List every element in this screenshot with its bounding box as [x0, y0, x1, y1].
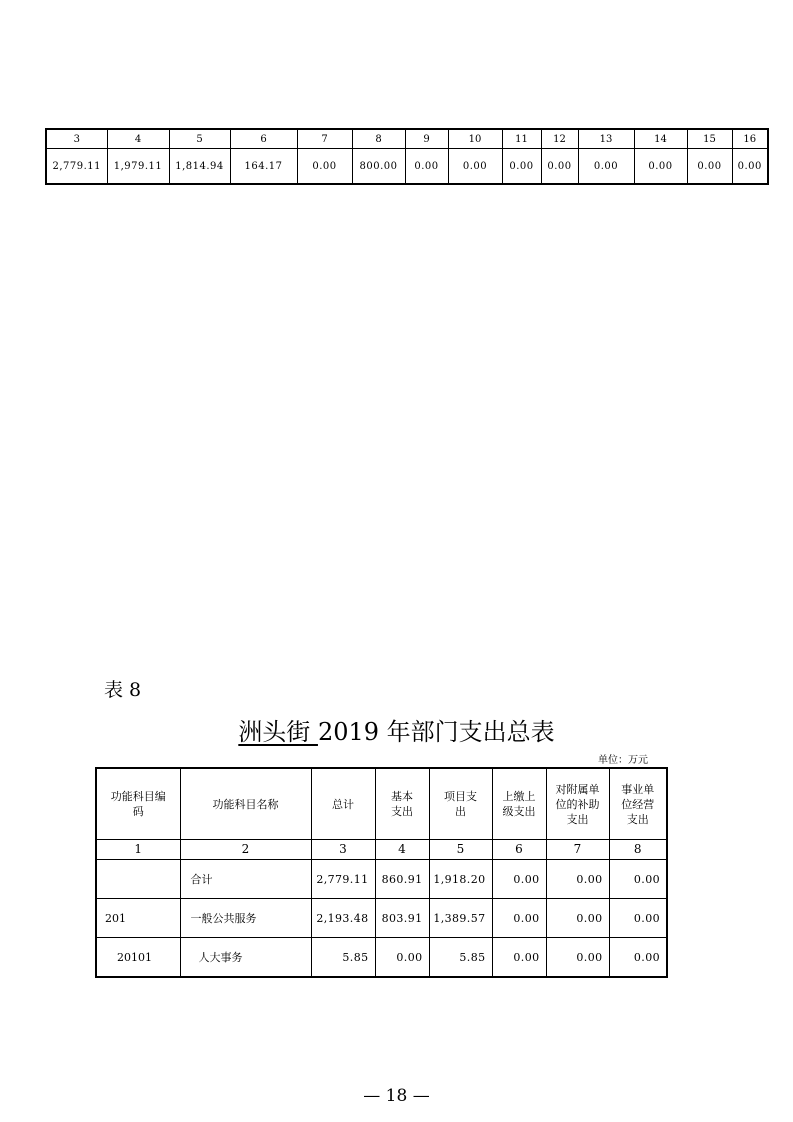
- remit-value: 0.00: [492, 938, 546, 978]
- project-value: 1,389.57: [429, 899, 492, 938]
- header-remit-to-superior: 上缴上级支出: [492, 768, 546, 840]
- function-name: 合计: [180, 860, 311, 899]
- table-row: [96, 860, 667, 899]
- table-row: [96, 938, 667, 978]
- header-function-code: 功能科目编码: [96, 768, 180, 840]
- value-cell: 1,979.11: [107, 149, 169, 185]
- index-cell: 8: [609, 840, 667, 860]
- column-number: 13: [578, 129, 634, 149]
- title-text: 2019 年部门支出总表: [317, 718, 555, 746]
- index-cell: 5: [429, 840, 492, 860]
- function-code: 201: [96, 899, 180, 938]
- column-number: 5: [169, 129, 230, 149]
- value-cell: 1,814.94: [169, 149, 230, 185]
- column-number: 4: [107, 129, 169, 149]
- business-value: 0.00: [609, 860, 667, 899]
- remit-value: 0.00: [492, 899, 546, 938]
- function-name: 人大事务: [180, 938, 311, 978]
- basic-value: 803.91: [375, 899, 429, 938]
- header-basic-expenditure: 基本支出: [375, 768, 429, 840]
- expenditure-table: [95, 767, 668, 978]
- index-cell: 6: [492, 840, 546, 860]
- column-number-row: [46, 129, 768, 149]
- value-cell: 164.17: [230, 149, 297, 185]
- value-cell: 0.00: [578, 149, 634, 185]
- total-value: 2,193.48: [311, 899, 375, 938]
- value-row: [46, 149, 768, 185]
- index-cell: 3: [311, 840, 375, 860]
- index-cell: 1: [96, 840, 180, 860]
- index-row: [96, 840, 667, 860]
- table-row: [96, 899, 667, 938]
- value-cell: 0.00: [541, 149, 578, 185]
- function-code: 20101: [96, 938, 180, 978]
- column-number: 10: [448, 129, 502, 149]
- value-cell: 0.00: [634, 149, 687, 185]
- value-cell: 0.00: [502, 149, 541, 185]
- project-value: 5.85: [429, 938, 492, 978]
- column-number: 3: [46, 129, 107, 149]
- business-value: 0.00: [609, 938, 667, 978]
- total-value: 5.85: [311, 938, 375, 978]
- header-total: 总计: [311, 768, 375, 840]
- table-title: [0, 712, 793, 747]
- subsidy-value: 0.00: [546, 899, 609, 938]
- subsidy-value: 0.00: [546, 860, 609, 899]
- header-row: [96, 768, 667, 840]
- column-number: 6: [230, 129, 297, 149]
- value-cell: 0.00: [687, 149, 732, 185]
- header-business-operation: 事业单位经营支出: [609, 768, 667, 840]
- total-value: 2,779.11: [311, 860, 375, 899]
- value-cell: 2,779.11: [46, 149, 107, 185]
- unit-note: 单位：万元: [598, 755, 648, 766]
- top-continuation-table: [45, 128, 769, 185]
- column-number: 14: [634, 129, 687, 149]
- header-project-expenditure: 项目支出: [429, 768, 492, 840]
- index-cell: 2: [180, 840, 311, 860]
- index-cell: 4: [375, 840, 429, 860]
- value-cell: 0.00: [448, 149, 502, 185]
- column-number: 7: [297, 129, 352, 149]
- function-name: 一般公共服务: [180, 899, 311, 938]
- business-value: 0.00: [609, 899, 667, 938]
- value-cell: 0.00: [405, 149, 448, 185]
- value-cell: 0.00: [297, 149, 352, 185]
- value-cell: 800.00: [352, 149, 405, 185]
- subsidy-value: 0.00: [546, 938, 609, 978]
- basic-value: 0.00: [375, 938, 429, 978]
- page-number: — 18 —: [363, 1086, 430, 1106]
- column-number: 8: [352, 129, 405, 149]
- value-cell: 0.00: [732, 149, 768, 185]
- header-function-name: 功能科目名称: [180, 768, 311, 840]
- organization-name: 洲头街: [238, 718, 318, 746]
- table-label: 表 8: [104, 679, 142, 701]
- column-number: 15: [687, 129, 732, 149]
- project-value: 1,918.20: [429, 860, 492, 899]
- column-number: 11: [502, 129, 541, 149]
- basic-value: 860.91: [375, 860, 429, 899]
- remit-value: 0.00: [492, 860, 546, 899]
- column-number: 12: [541, 129, 578, 149]
- index-cell: 7: [546, 840, 609, 860]
- column-number: 16: [732, 129, 768, 149]
- function-code: [96, 860, 180, 899]
- column-number: 9: [405, 129, 448, 149]
- header-subsidy-to-affiliates: 对附属单位的补助支出: [546, 768, 609, 840]
